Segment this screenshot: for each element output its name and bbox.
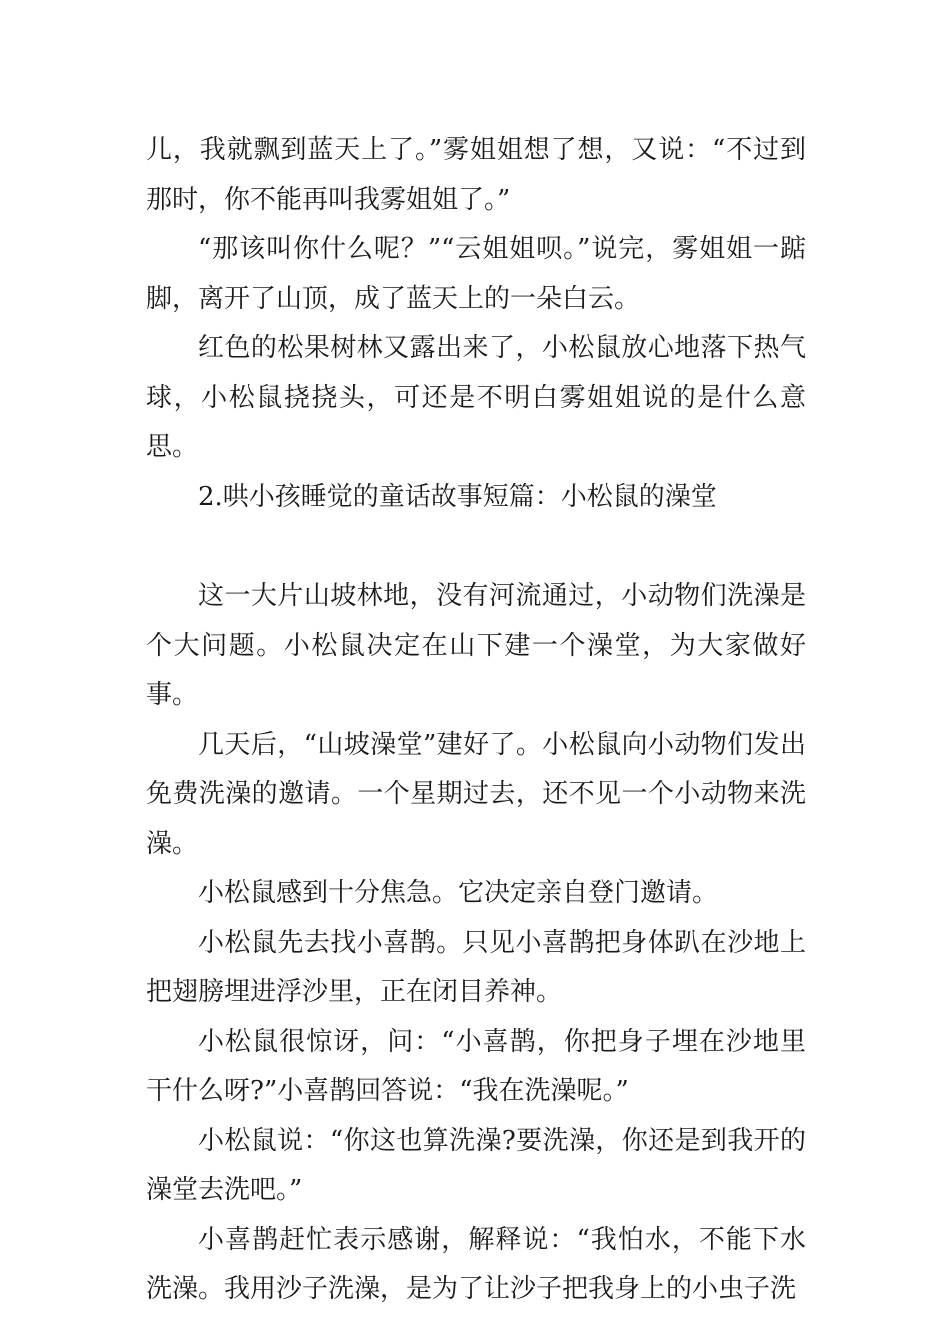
blank-line [146,522,806,572]
paragraph-2: “那该叫你什么呢？”“云姐姐呗。”说完，雾姐姐一踮脚，离开了山顶，成了蓝天上的一朵白云。 [146,234,806,314]
paragraph-1: 儿，我就飘到蓝天上了。”雾姐姐想了想，又说：“不过到那时，你不能再叫我雾姐姐了。” [146,135,806,215]
paragraph-10: 小喜鹊赶忙表示感谢，解释说：“我怕水，不能下水洗澡。我用沙子洗澡，是为了让沙子把我身上的小虫子洗 [146,1224,806,1304]
paragraph-3: 红色的松果树林又露出来了，小松鼠放心地落下热气球，小松鼠挠挠头，可还是不明白雾姐姐说的是什么意思。 [146,333,806,462]
paragraph-5: 几天后，“山坡澡堂”建好了。小松鼠向小动物们发出免费洗澡的邀请。一个星期过去，还不见一个小动物来洗澡。 [146,729,806,859]
paragraph-6: 小松鼠感到十分焦急。它决定亲自登门邀请。 [198,878,719,908]
document-body [146,126,806,1315]
section-heading: 2.哄小孩睡觉的童话故事短篇：小松鼠的澡堂 [198,481,717,512]
paragraph-4: 这一大片山坡林地，没有河流通过，小动物们洗澡是个大问题。小松鼠决定在山下建一个澡堂，为大家做好事。 [146,581,806,710]
paragraph-9: 小松鼠说：“你这也算洗澡?要洗澡，你还是到我开的澡堂去洗吧。” [146,1125,806,1205]
paragraph-8: 小松鼠很惊讶，问：“小喜鹊，你把身子埋在沙地里干什么呀?”小喜鹊回答说：“我在洗澡呢。” [146,1026,806,1106]
paragraph-7: 小松鼠先去找小喜鹊。只见小喜鹊把身体趴在沙地上把翅膀埋进浮沙里，正在闭目养神。 [146,927,806,1007]
